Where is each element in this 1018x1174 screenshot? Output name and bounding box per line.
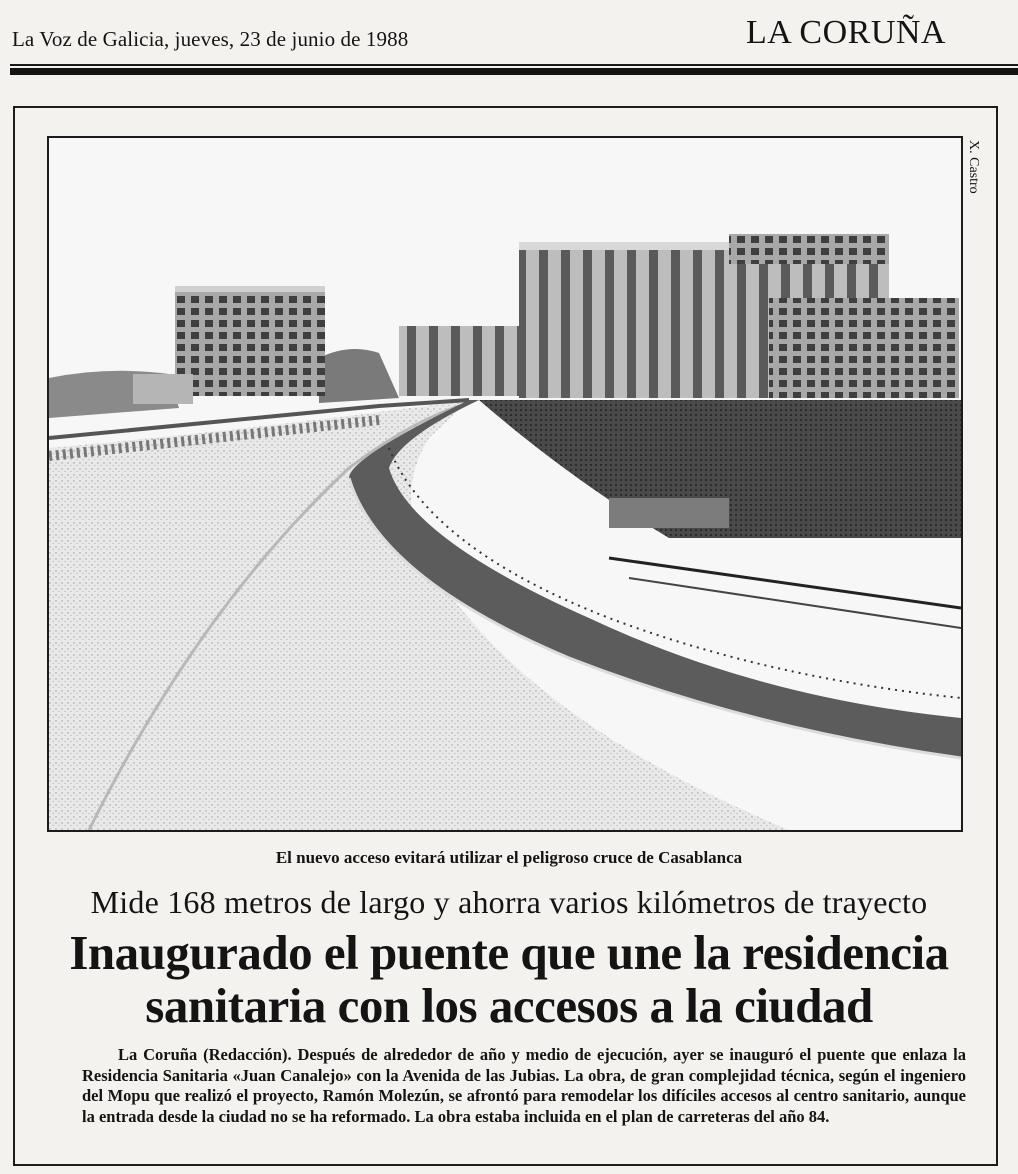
masthead <box>0 0 1018 80</box>
section-title: LA CORUÑA <box>745 14 946 51</box>
photo-credit: X. Castro <box>966 140 981 194</box>
masthead-rule-thin <box>10 64 1018 66</box>
headline <box>0 926 1018 1032</box>
headline-line-1: Inaugurado el puente que une la residencia <box>69 925 949 980</box>
dateline: La Voz de Galicia, jueves, 23 de junio de 1988 <box>12 27 409 51</box>
masthead-rule-thick <box>10 68 1018 75</box>
bridge-photo-illustration <box>49 138 961 830</box>
subheadline: Mide 168 metros de largo y ahorra varios kilómetros de trayecto <box>90 884 928 920</box>
headline-line-2: sanitaria con los accesos a la ciudad <box>145 978 873 1033</box>
photo-caption: El nuevo acceso evitará utilizar el peligroso cruce de Casablanca <box>275 848 743 867</box>
article-body <box>82 1045 966 1127</box>
article-body-text: La Coruña (Redacción). Después de alrededor de año y medio de ejecución, ayer se inauguró el puente que enlaza la Residencia Sanitaria «Juan Canalejo» con la Avenida de las Jubias. La obra, de gran complejidad técnica, según el ingeniero del Mopu que realizó el proyecto, Ramón Molezún, se afrontó para remodelar los difíciles accesos al centro sanitario, aunque la entrada desde la ciudad no se ha reformado. La obra estaba incluida en el plan de carreteras del año 84. <box>82 1045 966 1126</box>
bridge-photo <box>47 136 963 832</box>
